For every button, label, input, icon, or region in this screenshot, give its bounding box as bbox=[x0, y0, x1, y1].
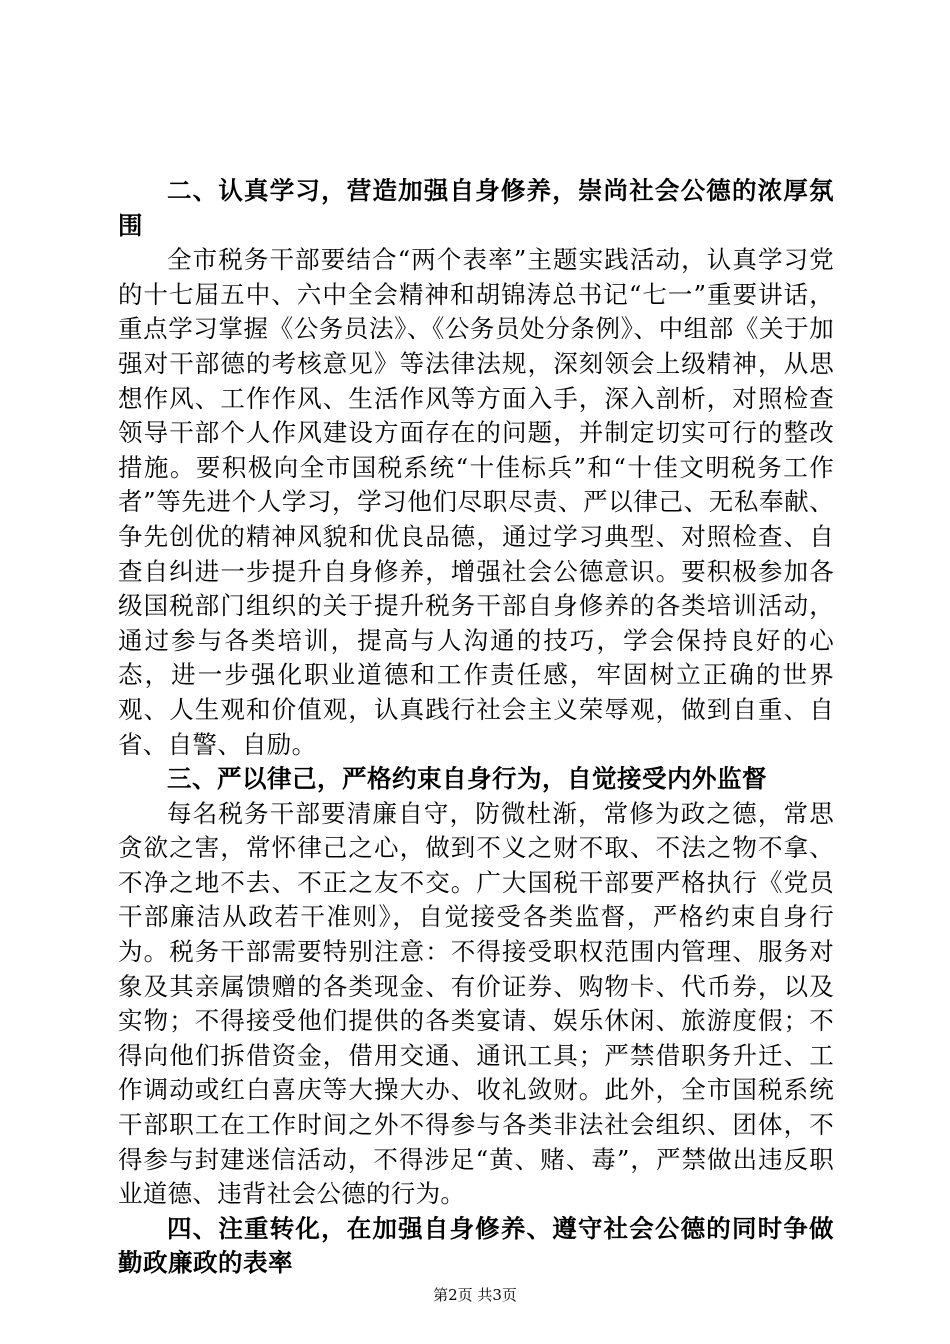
section-heading-4: 四、注重转化，在加强自身修养、遵守社会公德的同时争做勤政廉政的表率 bbox=[118, 1213, 834, 1278]
page-number-footer: 第2页 共3页 bbox=[433, 1286, 517, 1304]
section-paragraph-3: 每名税务干部要清廉自守，防微杜渐，常修为政之德，常思贪欲之害，常怀律己之心，做到不义之财不取、不法之物不拿、不净之地不去、不正之友不交。广大国税干部要严格执行《党员干部廉洁从政若干准则》，自觉接受各类监督，严格约束自身行为。税务干部需要特别注意：不得接受职权范围内管理、服务对象及其亲属馈赠的各类现金、有价证券、购物卡、代币券，以及实物；不得接受他们提供的各类宴请、娱乐休闲、旅游度假；不得向他们拆借资金，借用交通、通讯工具；严禁借职务升迁、工作调动或红白喜庆等大操大办、收礼敛财。此外，全市国税系统干部职工在工作时间之外不得参与各类非法社会组织、团体，不得参与封建迷信活动，不得涉足“黄、赌、毒”，严禁做出违反职业道德、违背社会公德的行为。 bbox=[118, 798, 834, 1209]
document-body bbox=[118, 174, 834, 1281]
section-heading-3: 三、严以律己，严格约束自身行为，自觉接受内外监督 bbox=[167, 764, 767, 794]
section-paragraph-2: 全市税务干部要结合“两个表率”主题实践活动，认真学习党的十七届五中、六中全会精神和胡锦涛总书记“七一”重要讲话，重点学习掌握《公务员法》、《公务员处分条例》、中组部《关于加强对干部德的考核意见》等法律法规，深刻领会上级精神，从思想作风、工作作风、生活作风等方面入手，深入剖析，对照检查领导干部个人作风建设方面存在的问题，并制定切实可行的整改措施。要积极向全市国税系统“十佳标兵”和“十佳文明税务工作者”等先进个人学习，学习他们尽职尽责、严以律己、无私奉献、争先创优的精神风貌和优良品德，通过学习典型、对照检查、自查自纠进一步提升自身修养，增强社会公德意识。要积极参加各级国税部门组织的关于提升税务干部自身修养的各类培训活动，通过参与各类培训，提高与人沟通的技巧，学会保持良好的心态，进一步强化职业道德和工作责任感，牢固树立正确的世界观、人生观和价值观，认真践行社会主义荣辱观，做到自重、自省、自警、自励。 bbox=[118, 245, 834, 759]
section-heading-2: 二、认真学习，营造加强自身修养，崇尚社会公德的浓厚氛围 bbox=[118, 176, 834, 240]
